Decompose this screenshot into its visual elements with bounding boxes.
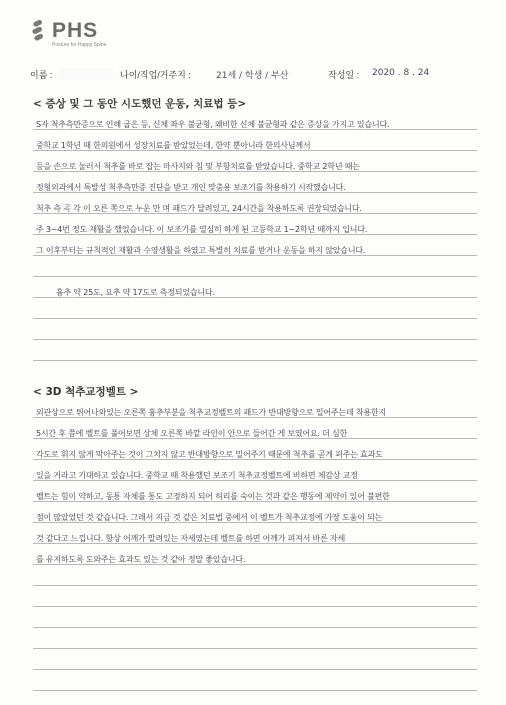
section2-line: 것 같다고 느낍니다. 항상 어깨가 말려있는 자세였는데 벨트를 하면 어깨가 펴져서 바른 자세 xyxy=(36,534,345,543)
section1-line: 그 이후부터는 규칙적인 재활과 수영생활을 하였고 특별히 치료를 받거나 운동을 하지 않았습니다. xyxy=(36,246,366,255)
name-label: 이름 : xyxy=(30,70,53,80)
date-label: 작성일 : xyxy=(328,70,360,80)
details-value: 21세 / 학생 / 부산 xyxy=(216,71,289,81)
section1-line: S자 척추측만증으로 인해 굽은 등, 신체 좌우 불균형, 왜비한 신체 불균형과 같은 증상을 가지고 있습니다. xyxy=(36,120,390,129)
section1-line: 척추 측 곡 각 이 오른 쪽으로 누운 만 며 패드가 달려있고, 24시간을 착용하도록 권장되었습니다. xyxy=(36,204,362,213)
name-redacted xyxy=(58,68,113,80)
section2-line: 를 유지하도록 도와주는 효과도 있는 것 같아 정말 좋았습니다. xyxy=(36,555,246,564)
logo-text: PHS xyxy=(52,19,99,42)
date-value: 2020 . 8 . 24 xyxy=(372,68,430,78)
logo-subtitle: Posture for Happy Spine xyxy=(52,42,107,48)
section2-line: 점이 많았었던 것 같습니다. 그래서 지금 것 같은 치료법 중에서 이 벨트가 척추교정에 가장 도움이 되는 xyxy=(36,513,383,522)
section2-line: 각도로 휘지 않게 막아주는 것이 그치지 않고 반대방향으로 밀어주기 때문에 척추를 곧게 펴주는 효과도 xyxy=(36,450,383,459)
section2-line: 외관상으로 튀어나와있는 오른쪽 흉추부분을 척추교정벨트의 패드가 반대방향으로 밀어주는데 착용한지 xyxy=(36,408,386,417)
section2-line: 있을 거라고 기대하고 있습니다. 중학교 때 착용했던 보조기 척추교정벨트에 비하면 체감상 교정 xyxy=(36,471,358,480)
section1-line: 등을 손으로 눌러서 척추를 바로 잡는 마사지와 침 및 부항치료를 받았습니다. 중학교 2학년 때는 xyxy=(36,162,360,171)
section1-line: 흉추 약 25도, 요추 약 17도로 측정되었습니다. xyxy=(56,288,215,297)
section2-line: 벨트는 힘이 약하고, 동통 자체를 통도 고정하지 되어 허리를 숙이는 것과 같은 행동에 제약이 있어 불편한 xyxy=(36,492,390,501)
section1-title: < 증상 및 그 동안 시도했던 운동, 치료법 등> xyxy=(33,98,247,110)
section2-line: 5시간 후 쯤에 벨트를 풀어보면 상체 오른쪽 바깥 라인이 안으로 들어간 게 보였어요. 더 심한 xyxy=(36,429,348,438)
spine-logo-icon xyxy=(30,20,48,44)
details-label: 나이/직업/거주지 : xyxy=(120,70,191,80)
section2-title: < 3D 척추교정벨트 > xyxy=(33,386,139,398)
section1-line: 주 3~4번 정도 재활을 했었습니다. 이 보조기를 열심히 하게 된 고등학교 1~2학년 때까지 입니다. xyxy=(36,225,368,234)
section1-line: 정형외과에서 특발성 척추측만증 진단을 받고 개인 맞춤용 보조기를 착용하기 시작했습니다. xyxy=(36,183,346,192)
phs-logo xyxy=(30,19,107,54)
info-row xyxy=(30,68,480,82)
section1-line: 중학교 1학년 때 한의원에서 성장치료를 받았었는데, 한약 뿐아니라 한의사님께서 xyxy=(36,141,311,150)
